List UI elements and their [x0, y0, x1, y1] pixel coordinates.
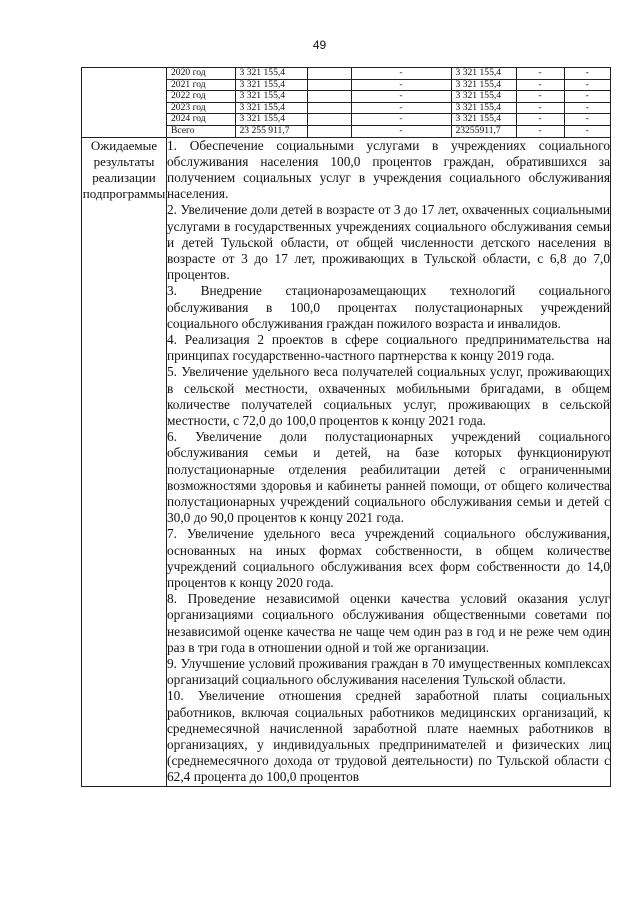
- finance-cell-c6: -: [585, 125, 589, 136]
- finance-cell-c2: [307, 68, 351, 79]
- finance-cell-c4: 23255911,7: [451, 125, 516, 136]
- finance-row: [82, 68, 611, 138]
- finance-table: [167, 68, 610, 137]
- results-row: [82, 137, 611, 786]
- finance-cell-c4: 3 321 155,4: [451, 114, 516, 126]
- finance-cell-year: 2022 год: [167, 91, 235, 103]
- results-list: [167, 138, 610, 786]
- finance-cell-c6: -: [564, 79, 610, 91]
- finance-cell-c4: 3 321 155,4: [451, 91, 516, 103]
- finance-cell-year: 2023 год: [167, 102, 235, 114]
- finance-cell-c5: -: [516, 102, 564, 114]
- finance-table-row: [167, 102, 610, 114]
- finance-cell-year: 2021 год: [167, 79, 235, 91]
- finance-table-row: [167, 114, 610, 126]
- finance-cell-c5: -: [516, 79, 564, 91]
- result-item: 7. Увеличение удельного веса учреждений социального обслуживания, основанных на иных формах собственности, в общем количестве учреждений социального обслуживания всех форм собственности до 14,0 процентов к концу 2020 года.: [167, 526, 610, 591]
- finance-table-body: [167, 68, 610, 137]
- finance-cell-c2: [307, 91, 351, 103]
- finance-cell-c1: 3 321 155,4: [235, 114, 307, 126]
- finance-cell-c5: -: [516, 125, 564, 136]
- finance-cell-year: 2020 год: [167, 68, 235, 79]
- finance-cell-c1: 3 321 155,4: [235, 79, 307, 91]
- finance-cell-c2: [307, 79, 351, 91]
- finance-cell-c6: -: [564, 102, 610, 114]
- result-item: 8. Проведение независимой оценки качества условий оказания услуг организациями социального обслуживания общественными советами по независимой оценке качества не чаще чем один раз в год и не реже чем один раз в три года в отношении одной и той же организации.: [167, 591, 610, 655]
- finance-table-row: [167, 91, 610, 103]
- finance-label-cell: [82, 68, 167, 138]
- finance-cell-c1: 3 321 155,4: [235, 68, 307, 79]
- finance-cell-c3: -: [351, 102, 451, 114]
- finance-cell-c3: -: [351, 79, 451, 91]
- finance-cell-c2: [307, 114, 351, 126]
- result-item: 1. Обеспечение социальными услугами в учреждениях социального обслуживания населения 100,0 процентов граждан, обратившихся за получением социальных услуг в учреждения социального обслуживания населения.: [167, 137, 610, 202]
- finance-cell-c3: -: [351, 68, 451, 79]
- result-item: 10. Увеличение отношения средней заработной платы социальных работников, включая социальных работников медицинских организаций, к среднемесячной начисленной заработной плате наемных работников в организациях, у индивидуальных предпринимателей и физических лиц (среднемесячного дохода от трудовой деятельности) по Тульской области с 62,4 процента до 100,0 процентов: [167, 688, 610, 785]
- finance-cell-c5: -: [516, 68, 564, 79]
- results-label: Ожидаемые результаты реализации подпрограммы: [82, 137, 167, 786]
- finance-cell-c1: 3 321 155,4: [235, 102, 307, 114]
- finance-cell-year: Всего: [167, 125, 235, 136]
- finance-cell-c3: -: [351, 114, 451, 126]
- finance-cell-c5: -: [516, 114, 564, 126]
- finance-table-row: [167, 125, 610, 136]
- finance-cell-c1: 23 255 911,7: [235, 125, 307, 136]
- program-table: [81, 67, 611, 787]
- finance-cell-c6: -: [564, 114, 610, 126]
- finance-cell-c4: 3 321 155,4: [451, 102, 516, 114]
- result-item: 4. Реализация 2 проектов в сфере социального предпринимательства на принципах государственно-частного партнерства к концу 2019 года.: [167, 332, 610, 364]
- finance-cell-year: 2024 год: [167, 114, 235, 126]
- finance-cell-c3: -: [351, 91, 451, 103]
- page-number: 49: [312, 38, 327, 52]
- finance-table-row: [167, 79, 610, 91]
- result-item: 2. Увеличение доли детей в возрасте от 3 до 17 лет, охваченных социальными услугами в государственных учреждениях социального обслуживания семьи и детей Тульской области, от общей численности детского населения в возрасте от 3 до 17 лет, проживающих в Тульской области, с 6,8 до 7,0 процентов.: [167, 202, 610, 283]
- finance-cell: [167, 68, 611, 138]
- finance-cell-c4: 3 321 155,4: [451, 68, 516, 79]
- finance-table-row: [167, 68, 610, 79]
- finance-cell-c6: -: [564, 91, 610, 103]
- finance-cell-c5: -: [516, 91, 564, 103]
- result-item: 3. Внедрение стационарозамещающих технологий социального обслуживания в 100,0 процентах полустационарных учреждений социального обслуживания граждан пожилого возраста и инвалидов.: [167, 283, 610, 331]
- result-item: 9. Улучшение условий проживания граждан в 70 имущественных комплексах организаций социального обслуживания населения Тульской области.: [167, 656, 610, 688]
- finance-cell-c2: [307, 102, 351, 114]
- finance-cell-c1: 3 321 155,4: [235, 91, 307, 103]
- finance-cell-c2: [307, 125, 351, 136]
- result-item: 6. Увеличение доли полустационарных учреждений социального обслуживания семьи и детей, на базе которых функционируют полустационарные отделения реабилитации детей с ограниченными возможностями здоровья и кабинеты ранней помощи, от общего количества полустационарных учреждений социального обслуживания семьи и детей с 30,0 до 90,0 процентов к концу 2021 года.: [167, 429, 610, 526]
- finance-cell-c6: -: [564, 68, 610, 79]
- result-item: 5. Увеличение удельного веса получателей социальных услуг, проживающих в сельской местности, охваченных мобильными бригадами, в общем количестве получателей социальных услуг, проживающих в сельской местности, с 72,0 до 100,0 процентов к концу 2021 года.: [167, 364, 610, 429]
- finance-cell-c3: -: [351, 125, 451, 136]
- finance-cell-c4: 3 321 155,4: [451, 79, 516, 91]
- results-cell: [167, 137, 611, 786]
